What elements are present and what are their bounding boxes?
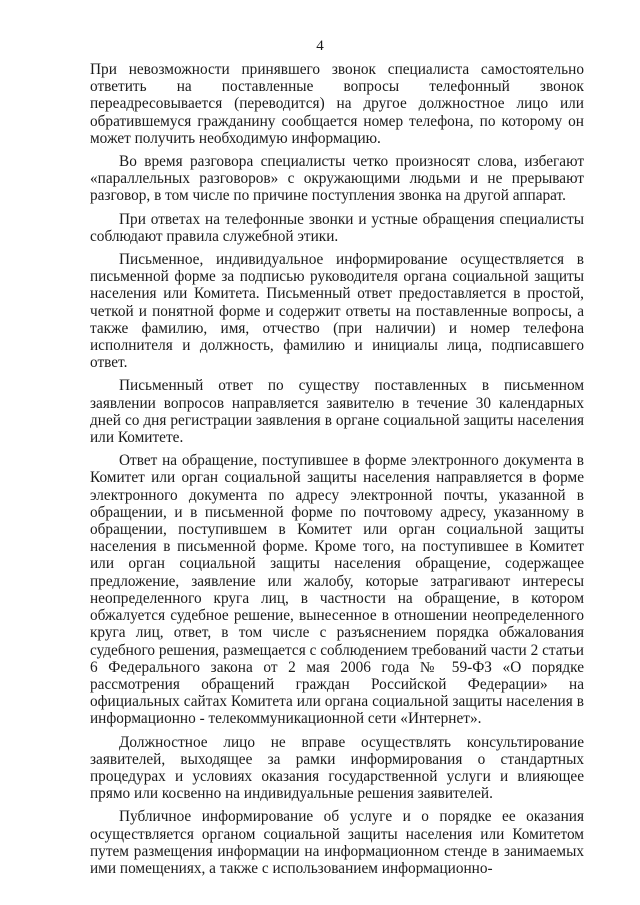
paragraph-conversation-rules: Во время разговора специалисты четко произносят слова, избегают «параллельных разговоров» с окружающими людьми и не прерывают разговор, в том числе по причине поступления звонка на другой аппарат.	[90, 153, 584, 205]
document-body	[90, 61, 584, 877]
paragraph-electronic-answer: Ответ на обращение, поступившее в форме электронного документа в Комитет или орган социальной защиты населения направляется в форме электронного документа по адресу электронной почты, указанной в обращении, и в письменной форме по почтовому адресу, указанному в обращении, поступившем в Комитет или орган социальной защиты населения в письменной форме. Кроме того, на поступившее в Комитет или орган социальной защиты населения обращение, содержащее предложение, заявление или жалобу, которые затрагивают интересы неопределенного круга лиц, в частности на обращение, в котором обжалуется судебное решение, вынесенное в отношении неопределенного круга лиц, ответ, в том числе с разъяснением порядка обжалования судебного решения, размещается с соблюдением требований части 2 статьи 6 Федерального закона от 2 мая 2006 года № 59-ФЗ «О порядке рассмотрения обращений граждан Российской Федерации» на официальных сайтах Комитета или органа социальной защиты населения в информационно - телекоммуникационной сети «Интернет».	[90, 452, 584, 728]
paragraph-written-answer-term: Письменный ответ по существу поставленных в письменном заявлении вопросов направляется заявителю в течение 30 календарных дней со дня регистрации заявления в органе социальной защиты населения или Комитете.	[90, 377, 584, 447]
paragraph-public-informing: Публичное информирование об услуге и о порядке ее оказания осуществляется органом социальной защиты населения или Комитетом путем размещения информации на информационном стенде в занимаемых ими помещениях, а также с использованием информационно-	[90, 808, 584, 877]
paragraph-redirect-call: При невозможности принявшего звонок специалиста самостоятельно ответить на поставленные вопросы телефонный звонок переадресовывается (переводится) на другое должностное лицо или обратившемуся гражданину сообщается номер телефона, по которому он может получить необходимую информацию.	[90, 61, 584, 147]
page-number: 4	[316, 38, 324, 54]
paragraph-service-ethics: При ответах на телефонные звонки и устные обращения специалисты соблюдают правила служебной этики.	[90, 210, 584, 245]
paragraph-written-informing: Письменное, индивидуальное информирование осуществляется в письменной форме за подписью руководителя органа социальной защиты населения или Комитета. Письменный ответ предоставляется в простой, четкой и понятной форме и содержит ответы на поставленные вопросы, а также фамилию, имя, отчество (при наличии) и номер телефона исполнителя и должность, фамилию и инициалы лица, подписавшего ответ.	[90, 251, 584, 372]
paragraph-consulting-limits: Должностное лицо не вправе осуществлять консультирование заявителей, выходящее за рамки информирования о стандартных процедурах и условиях оказания государственной услуги и влияющее прямо или косвенно на индивидуальные решения заявителей.	[90, 733, 584, 803]
